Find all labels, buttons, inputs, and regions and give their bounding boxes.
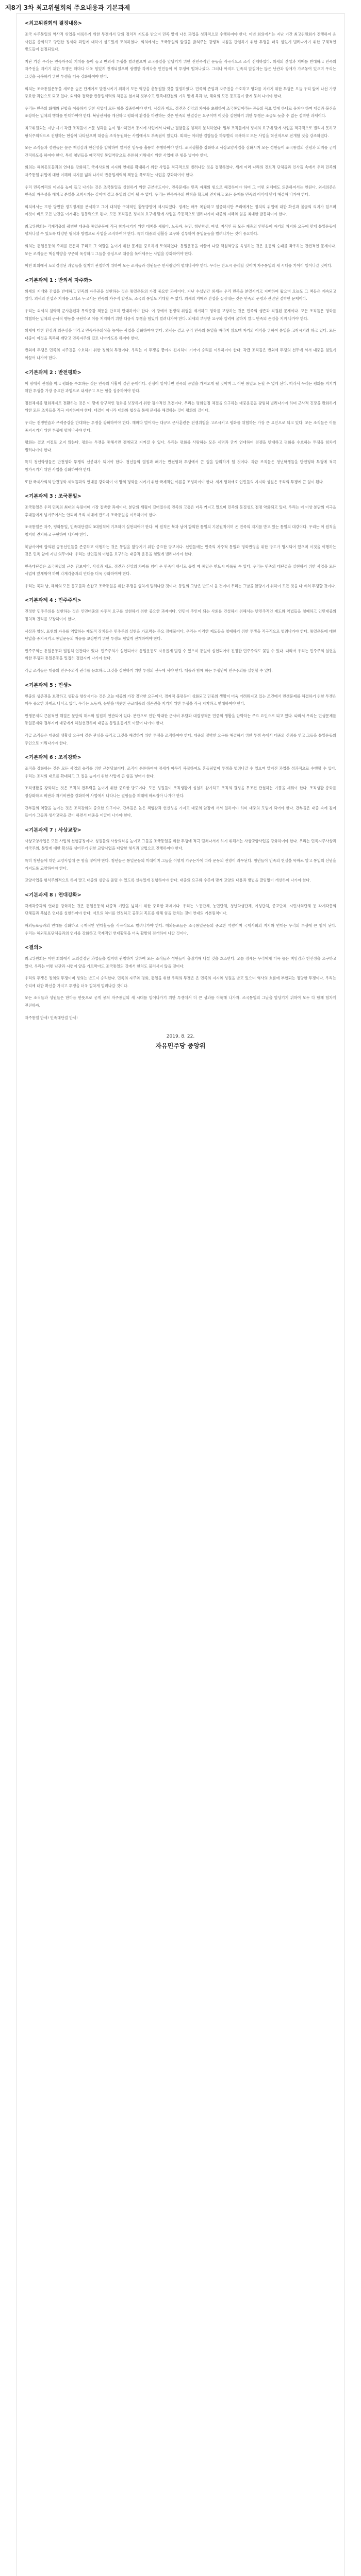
paragraph: 회의는 통일운동의 주체를 튼튼히 꾸리고 그 역할을 높이기 위한 문제를 중요하게 토의하였다. 통일운동을 이끌어 나갈 핵심역량을 육성하는 것은 운동의 승패를 좌우하는 관건적인 문제이다. 모든 조직들은 핵심역량을 꾸준히 육성하고 그들을 중심으로 대중을 묶어세우는 사업을 강화하여야 한다. xyxy=(25,244,336,256)
section-heading: <기본과제 3 : 조국통일> xyxy=(25,494,81,500)
paragraph: 북남사이에 합의된 공동선언들을 존중하고 이행하는 것은 통일을 앞당기기 위한 중요한 담보이다. 선언들에는 민족의 자주적 통일과 평화번영을 위한 방도가 명시되어 있으며 이것을 이행하는 것은 민족 앞에 지닌 의무이다. 우리는 선언들의 이행을 요구하는 대중적 운동을 힘있게 벌려나가야 한다. xyxy=(25,544,336,557)
paragraph: 회의는 해외동포들과의 연대를 강화하고 국제사회의 지지와 연대를 확대하기 위한 사업을 적극적으로 벌려나갈 것을 결정하였다. 세계 여러 나라의 진보적 단체들과 인사들 속에서 우리 민족의 자주통일 위업에 대한 이해와 지지를 넓혀 나가며 반통일세력의 책동을 폭로하는 사업을 강화하여야 한다. xyxy=(25,165,336,177)
paragraph: 조국통일은 자주, 평화통일, 민족대단결의 3대원칙에 기초하여 실현되어야 한다. 이 원칙은 북과 남이 합의한 통일의 기본원칙이며 온 민족의 지지를 받고 있는 통일의 대강이다. 우리는 이 원칙을 철저히 견지하고 구현하여 나가야 한다. xyxy=(25,524,336,537)
paragraph: 최고위원회는 지난 시기 각급 조직들이 거둔 성과를 높이 평가하면서 동시에 사업에서 나타난 결함들을 엄격히 분석하였다. 일부 조직들에서 정세의 요구에 맞게 사업을 적극적으로 벌리지 못하고 형식주의적으로 진행하는 현상이 나타났으며 대중을 조직동원하는 사업에서도 부족점이 있었다. 회의는 이러한 결함들을 하루빨리 극복하고 모든 사업을 혁신적으로 전개할 것을 강조하였다. xyxy=(25,125,336,138)
paragraph: 우리는 북과 남, 해외의 모든 동포들과 손잡고 조국통일을 위한 투쟁을 힘차게 벌려나갈 것이다. 통일의 그날은 반드시 올 것이며 우리는 그날을 앞당기기 위하여 모든 것을 다 바쳐 투쟁할 것이다. xyxy=(25,583,336,588)
section-heading: <기본과제 8 : 연대강화> xyxy=(25,892,81,898)
paragraph: 자주통일 만세! 민족대단결 만세! xyxy=(25,1015,78,1020)
paragraph: 반외세 투쟁은 민족의 자주권을 수호하기 위한 정의의 투쟁이다. 우리는 이 투쟁을 끝까지 견지하여 기어이 승리를 이룩하여야 한다. 각급 조직들은 반외세 투쟁의 선두에 서서 대중을 힘있게 이끌어 나가야 한다. xyxy=(25,348,336,360)
paragraph: 또한 국제사회의 반전평화 세력들과의 연대를 강화하여 이 땅의 평화를 지키기 위한 국제적인 여론을 조성하여야 한다. 세계 평화애호 인민들의 지지와 성원은 우리의 투쟁에 큰 힘이 된다. xyxy=(25,479,324,484)
paragraph: 이번 회의에서 토의결정된 과업들을 철저히 관철하기 위하여 모든 조직들과 성원들은 한사람같이 떨쳐나서야 한다. 우리는 반드시 승리할 것이며 자주통일의 새 시대를 기어이 열어나갈 것이다. xyxy=(25,263,333,268)
paragraph: 진정한 민주주의를 실현하는 것은 인민대중의 자주적 요구를 실현하기 위한 중요한 과제이다. 인민이 주인이 되는 사회를 건설하기 위해서는 반민주적인 제도와 악법들을 철폐하고 인민대중의 정치적 권리를 보장하여야 한다. xyxy=(25,609,336,622)
paragraph: 특히 청년들에 대한 교양사업에 큰 힘을 넣어야 한다. 청년들은 통일운동의 미래이며 그들을 어떻게 키우는가에 따라 운동의 전망이 좌우된다. 청년들이 민족의 현실을 똑바로 알고 통일의 신념을 가지도록 교양하여야 한다. xyxy=(25,858,336,871)
paragraph: 교양사업을 형식주의적으로 하지 말고 대중의 심금을 울릴 수 있도록 실속있게 진행하여야 한다. 대중의 요구와 수준에 맞게 교양의 내용과 방법을 끊임없이 개선하여 나가야 한다. xyxy=(25,878,311,883)
paragraph: 정전체제를 평화체제로 전환하는 것은 이 땅에 항구적인 평화를 보장하기 위한 필수적인 조건이다. 우리는 평화협정 체결을 요구하는 대중운동을 광범히 벌려나가야 하며 군사적 긴장을 완화하기 위한 모든 조치들을 적극 지지하여야 한다. 대결이 아니라 대화와 협상을 통해 문제를 해결하는 것이 평화의 길이다. xyxy=(25,400,336,413)
paragraph: 각계각층과의 연대를 강화하는 것은 통일운동의 대중적 기반을 넓히기 위한 중요한 과제이다. 우리는 노동단체, 농민단체, 청년학생단체, 여성단체, 종교단체, 시민사회단체 등 각계각층의 단체들과 폭넓은 연대를 실현하여야 한다. 서로의 차이를 인정하고 공동의 목표를 위해 힘을 합치는 것이 연대의 기본원칙이다. xyxy=(25,903,336,916)
section-heading: <기본과제 2 : 반전평화> xyxy=(25,369,81,376)
paragraph: 조직을 강화하는 것은 모든 사업의 승리를 위한 근본담보이다. 조직이 튼튼하여야 정세가 아무리 복잡하여도 흔들림없이 투쟁을 벌려나갈 수 있으며 맡겨진 과업을 성과적으로 수행할 수 있다. 우리는 조직의 대오를 확대하고 그 질을 높이기 위한 사업에 큰 힘을 넣어야 한다. xyxy=(25,766,336,778)
section-heading: <기본과제 7 : 사상교양> xyxy=(25,827,81,833)
section-heading: <최고위원회의 결정내용> xyxy=(25,21,82,26)
paragraph: 회의는 조국통일운동을 새로운 높은 단계에로 발전시키기 위하여 모든 역량을 총동원할 것을 결정하였다. 민족의 존엄과 자주권을 수호하고 평화를 지키기 위한 투쟁은 오늘 우리 앞에 나선 가장 중요한 과업으로 되고 있다. 외세와 결탁한 반통일세력의 책동을 철저히 짓부수고 민족대단결의 기치 밑에 북과 남, 해외의 모든 동포들이 굳게 뭉쳐 나가야 한다. xyxy=(25,86,336,99)
paragraph: 조국 자주통일의 역사적 위업을 이룩하기 위한 투쟁에서 당의 정치적 지도를 받으며 민족 앞에 나선 과업을 성과적으로 수행하여야 한다. 이번 회의에서는 지난 기간 최고위원회가 진행하여 온 사업을 총화하고 당면한 정세와 과업에 대하여 심도있게 토의하였다. 회의에서는 조국통일의 앞길을 밝혀주는 강령적 지침을 관철하기 위한 투쟁을 더욱 힘있게 벌려나가기 위한 구체적인 방도들이 결정되었다. xyxy=(25,32,336,52)
signature-organization: 자유민주당 중앙위 xyxy=(155,1042,206,1050)
paragraph: 우리는 전쟁연습과 무력증강을 반대하는 투쟁을 강화하여야 한다. 해마다 벌어지는 대규모 군사훈련은 전쟁위험을 고조시키고 평화를 위협하는 가장 큰 요인으로 되고 있다. 모든 조직들은 이를 중지시키기 위한 투쟁에 떨쳐나서야 한다. xyxy=(25,420,336,433)
paragraph: 최고위원회는 이번 회의에서 토의결정된 과업들을 철저히 관철하기 위하여 모든 조직들과 성원들이 총궐기해 나설 것을 호소한다. 오늘 정세는 우리에게 더욱 높은 책임감과 헌신성을 요구하고 있다. 우리는 어떤 난관과 시련이 앞을 가로막아도 조국통일의 길에서 한치도 물러서지 않을 것이다. xyxy=(25,956,336,969)
paragraph: 간부들의 역할을 높이는 것은 조직강화의 중요한 요구이다. 간부들은 높은 책임감과 헌신성을 가지고 대중의 앞장에 서서 일하여야 하며 대중의 모범이 되어야 한다. 간부들은 대중 속에 깊이 들어가 그들과 생사고락을 같이 하면서 대중을 이끌어 나가야 한다. xyxy=(25,805,336,818)
statement-card xyxy=(16,13,345,2576)
section-heading: <기본과제 6 : 조직강화> xyxy=(25,755,81,761)
paragraph: 각급 조직들은 대중의 생활상 요구에 깊은 관심을 돌리고 그것을 해결하기 위한 투쟁을 조직하여야 한다. 대중의 절박한 요구를 해결하기 위한 투쟁 속에서 대중의 신뢰를 얻고 그들을 통일운동의 주인으로 키워나가야 한다. xyxy=(25,733,336,745)
paragraph: 외세의 지배와 간섭을 반대하고 민족의 자주권을 실현하는 것은 통일운동의 가장 중요한 과제이다. 지난 수십년간 외세는 우리 민족을 분열시키고 지배하여 왔으며 오늘도 그 책동은 계속되고 있다. 외세의 간섭과 지배를 그대로 두고서는 민족의 자주적 발전도, 조국의 통일도 기대할 수 없다. 외세의 지배와 간섭을 끝장내는 것은 민족의 운명과 관련된 절박한 문제이다. xyxy=(25,289,336,301)
section-heading: <결의> xyxy=(25,945,43,951)
paragraph: 우리는 민족의 화해와 단합을 이룩하기 위한 사업에 모든 힘을 집중하여야 한다. 사상과 제도, 정견과 신앙의 차이를 초월하여 조국통일이라는 공동의 목표 밑에 하나로 뭉쳐야 하며 대결과 불신을 조장하는 일체의 행위를 반대하여야 한다. 북남관계를 개선하고 평화적 환경을 마련하는 것은 민족의 한결같은 요구이며 이것을 실현하기 위한 투쟁은 조금도 늦출 수 없는 절박한 과제이다. xyxy=(25,106,336,118)
paragraph: 모든 조직들과 성원들은 높은 책임감과 헌신성을 발휘하여 맡겨진 임무를 훌륭히 수행하여야 한다. 조직생활을 강화하고 사상교양사업을 심화시켜 모든 성원들이 조국통일의 신념과 의지를 굳게 간직하도록 하여야 한다. 특히 청년들을 애국적인 통일역량으로 튼튼히 키워내기 위한 사업에 큰 힘을 넣어야 한다. xyxy=(25,145,336,158)
paragraph: 우리는 외세의 침략적 군사훈련과 무력증강 책동을 단호히 반대하여야 한다. 이 땅에서 전쟁의 위험을 제거하고 평화를 보장하는 것은 민족의 생존과 직결된 문제이다. 모든 조직들은 평화를 위협하는 일체의 군사적 행동을 규탄하고 이를 저지하기 위한 대중적 투쟁을 힘있게 벌려나가야 한다. 외세의 부당한 요구와 압력에 굴하지 말고 민족의 존엄을 지켜 나가야 한다. xyxy=(25,309,336,321)
paragraph: 우리의 투쟁은 정의의 투쟁이며 정의는 반드시 승리한다. 민족의 자주와 평화, 통일을 위한 우리의 투쟁은 온 민족의 지지와 성원을 받고 있으며 역사의 흐름에 부합되는 정당한 투쟁이다. 우리는 승리에 대한 확신을 가지고 투쟁을 더욱 힘차게 벌려나갈 것이다. xyxy=(25,976,336,988)
section-heading: <기본과제 4 : 민주주의> xyxy=(25,598,81,604)
statement-body xyxy=(17,14,344,1050)
paragraph: 회의에서는 또한 당면한 정치정세를 분석하고 그에 대처한 구체적인 활동방향이 제시되었다. 정세는 매우 복잡하고 엄중하지만 우리에게는 정의의 위업에 대한 확신과 불굴의 의지가 있으며 이것이 바로 모든 난관을 이겨내는 원동력으로 된다. 모든 조직들은 정세의 요구에 맞게 사업을 주동적으로 벌려나가며 대중의 지혜와 힘을 최대한 발동하여야 한다. xyxy=(25,204,336,217)
page-title: 제8기 3차 최고위원회의 주요내용과 기본과제 xyxy=(5,4,130,11)
section-heading: <기본과제 1 : 반외세 자주화> xyxy=(25,277,93,283)
paragraph: 해외동포들과의 연대를 강화하고 국제적인 연대활동을 적극적으로 벌려나가야 한다. 해외동포들은 조국통일운동의 중요한 역량이며 국제사회의 지지와 연대는 우리의 투쟁에 큰 힘이 된다. 우리는 해외동포단체들과의 연계를 강화하고 국제적인 연대활동을 더욱 활발히 전개하여 나갈 것이다. xyxy=(25,923,336,936)
paragraph: 조직생활을 강화하는 것은 조직의 전투력을 높이기 위한 중요한 방도이다. 모든 성원들이 조직생활에 성실히 참가하고 조직의 결정을 무조건 관철하는 기풍을 세워야 한다. 조직생활 총화를 정상화하고 비판과 자기비판을 강화하여 사업에서 나타나는 결함들을 제때에 바로잡아 나가야 한다. xyxy=(25,786,336,798)
paragraph: 민주주의는 통일운동과 밀접히 연관되어 있다. 민주주의가 실현되어야 통일운동도 자유롭게 벌릴 수 있으며 통일이 실현되어야 진정한 민주주의도 꽃필 수 있다. 따라서 우리는 민주주의 실현을 위한 투쟁과 통일운동을 밀접히 결합시켜 나가야 한다. xyxy=(25,648,336,661)
paragraph: 민중의 생존권을 보장하고 생활을 향상시키는 것은 오늘 대중의 가장 절박한 요구이다. 경제적 불평등이 심화되고 민중의 생활이 더욱 어려워지고 있는 조건에서 민생문제를 해결하기 위한 투쟁은 매우 중요한 과제로 나서고 있다. 우리는 노동자, 농민을 비롯한 근로대중의 생존권을 지키기 위한 투쟁을 적극 지지하고 연대하여야 한다. xyxy=(25,693,336,706)
paragraph: 외세에 대한 환상과 의존심을 버리고 민족자주의식을 높이는 사업을 강화하여야 한다. 외세는 결코 우리 민족의 통일을 바라지 않으며 자기의 이익을 위하여 분열을 고착시키려 하고 있다. 모든 대중이 이것을 똑똑히 깨닫고 민족자주의 길로 나아가도록 하여야 한다. xyxy=(25,328,336,341)
paragraph: 조국통일은 우리 민족의 최대의 숙원이며 가장 절박한 과제이다. 분단의 세월이 길어질수록 민족의 고통은 더욱 커지고 있으며 민족의 동질성도 점점 약화되고 있다. 우리는 더 이상 분단의 비극을 후대들에게 넘겨주어서는 안되며 우리 세대에 반드시 조국통일을 이룩하여야 한다. xyxy=(25,505,336,517)
paragraph: 사상교양사업은 모든 사업의 선행공정이다. 성원들의 사상의식을 높이고 그들을 조국통일을 위한 투쟁에 적극 떨쳐나서게 하기 위해서는 사상교양사업을 강화하여야 한다. 우리는 민족자주사상과 애국주의, 통일에 대한 확신을 심어주기 위한 교양사업을 다양한 형식과 방법으로 진행하여야 한다. xyxy=(25,838,336,851)
paragraph: 우리 민족끼리의 이념을 높이 들고 나가는 것은 조국통일을 실현하기 위한 근본방도이다. 민족문제는 민족 자체의 힘으로 해결하여야 하며 그 어떤 외세에도 의존하여서는 안된다. 외세의존은 민족의 자주성을 해치고 분열을 고착시키는 길이며 결코 통일의 길이 될 수 없다. 우리는 민족자주의 원칙을 확고히 견지하고 모든 문제를 민족의 이익에 맞게 해결해 나가야 한다. xyxy=(25,184,336,197)
paragraph: 각급 조직들은 대중의 민주주의적 권리를 옹호하고 그것을 실현하기 위한 투쟁의 선두에 서야 한다. 대중과 함께 하는 투쟁만이 민주주의를 실현할 수 있다. xyxy=(25,668,273,673)
paragraph: 평화는 결코 저절로 오지 않는다. 평화는 투쟁을 통해서만 쟁취되고 지켜질 수 있다. 우리는 평화를 사랑하는 모든 세력과 굳게 연대하여 전쟁을 반대하고 평화를 수호하는 투쟁을 힘차게 벌려나가야 한다. xyxy=(25,440,336,452)
paragraph: 이 땅에서 전쟁을 막고 평화를 수호하는 것은 민족의 사활이 걸린 문제이다. 전쟁이 일어나면 민족의 공멸을 가져오게 될 것이며 그 어떤 통일도 논할 수 없게 된다. 따라서 우리는 평화를 지키기 위한 투쟁을 가장 중요한 과업으로 내세우고 모든 힘을 집중하여야 한다. xyxy=(25,381,336,394)
paragraph: 최고위원회는 각계각층의 광범한 대중을 통일운동에 적극 참가시키기 위한 대책을 세웠다. 노동자, 농민, 청년학생, 여성, 지식인 등 모든 계층의 인민들이 자기의 처지와 요구에 맞게 통일운동에 떨쳐나설 수 있도록 다양한 형식과 방법으로 사업을 조직하여야 한다. 특히 대중의 생활상 요구와 결부하여 통일운동을 벌려나가는 것이 중요하다. xyxy=(25,224,336,236)
paragraph: 지난 기간 우리는 민족자주의 기치를 높이 들고 반외세 투쟁을 벌려왔으며 조국통일을 앞당기기 위한 전민족적인 운동을 적극적으로 조직 전개하였다. 외세의 간섭과 지배를 반대하고 민족의 자주권을 지키기 위한 투쟁은 해마다 더욱 힘있게 전개되었으며 광범한 각계각층 인민들이 이 투쟁에 떨쳐나섰다. 그러나 아직도 민족의 앞길에는 많은 난관과 장애가 가로놓여 있으며 우리는 그것을 극복하기 위한 투쟁을 더욱 강화하여야 한다. xyxy=(25,59,336,79)
signature-date: 2019. 8. 22. xyxy=(166,1034,195,1040)
paragraph: 민생문제의 근본적인 해결은 분단의 해소와 밀접히 연관되어 있다. 분단으로 인한 막대한 군사비 부담과 대결정책은 민중의 생활을 압박하는 주요 요인으로 되고 있다. 따라서 우리는 민생문제를 통일문제와 결부시켜 대중에게 해설선전하며 대중을 통일운동에로 이끌어 나가야 한다. xyxy=(25,713,336,726)
paragraph: 모든 조직들과 성원들은 한마음 한뜻으로 굳게 뭉쳐 자주통일의 새 시대를 열어나가기 위한 투쟁에서 더 큰 성과를 이룩해 나가자. 조국통일의 그날을 앞당기기 위하여 모두 다 함께 힘차게 전진하자. xyxy=(25,995,336,1008)
signature-block xyxy=(25,1033,336,1050)
paragraph: 사상과 양심, 표현의 자유를 억압하는 제도적 장치들은 민주주의 실현을 가로막는 주요 장애물이다. 우리는 이러한 제도들을 철폐하기 위한 투쟁을 적극적으로 벌려나가야 한다. 통일운동에 대한 탄압을 중지시키고 통일운동의 자유를 보장받기 위한 투쟁도 힘있게 전개하여야 한다. xyxy=(25,629,336,641)
paragraph: 민족대단결은 조국통일의 근본 담보이다. 사상과 제도, 정견과 신앙의 차이를 넘어 온 민족이 하나로 뭉칠 때 통일은 반드시 이룩될 수 있다. 우리는 민족의 대단결을 실현하기 위한 사업을 모든 사업에 앞세워야 하며 각계각층과의 연대를 더욱 강화하여야 한다. xyxy=(25,564,336,577)
section-heading: <기본과제 5 : 민생> xyxy=(25,682,72,688)
paragraph: 특히 청년학생들은 반전평화 투쟁의 선봉대가 되어야 한다. 청년들의 열정과 패기는 반전평화 투쟁에서 큰 힘을 발휘하게 될 것이다. 각급 조직들은 청년학생들을 반전평화 투쟁에 적극 참가시키기 위한 사업을 강화하여야 한다. xyxy=(25,460,336,472)
